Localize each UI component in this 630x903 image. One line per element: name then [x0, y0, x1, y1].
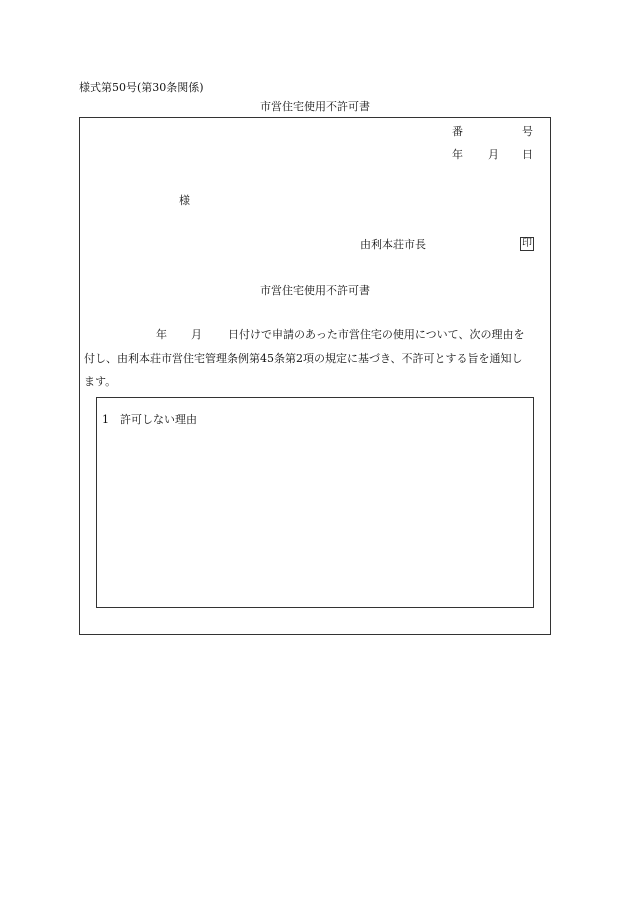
number-label-go: 号 — [522, 125, 533, 138]
body-year-label: 年 — [156, 328, 167, 341]
body-month-label: 月 — [191, 328, 202, 341]
date-month-label: 月 — [488, 148, 499, 161]
document-header-title: 市営住宅使用不許可書 — [260, 100, 370, 113]
issuer-name: 由利本荘市長 — [360, 238, 426, 251]
body-text-line-3: ます。 — [84, 375, 117, 388]
recipient-honorific: 様 — [179, 194, 190, 207]
body-text-line-1: 日付けで申請のあった市営住宅の使用について、次の理由を — [228, 328, 525, 341]
form-number: 様式第50号(第30条関係) — [79, 81, 204, 94]
body-text-line-2: 付し、由利本荘市営住宅管理条例第45条第2項の規定に基づき、不許可とする旨を通知し — [84, 352, 523, 365]
body-title: 市営住宅使用不許可書 — [260, 284, 370, 297]
date-year-label: 年 — [452, 148, 463, 161]
reason-label: 1 許可しない理由 — [102, 413, 197, 426]
seal-stamp-icon: 印 — [522, 238, 532, 249]
reason-box — [96, 397, 534, 608]
number-label-ban: 番 — [452, 125, 463, 138]
date-day-label: 日 — [522, 148, 533, 161]
